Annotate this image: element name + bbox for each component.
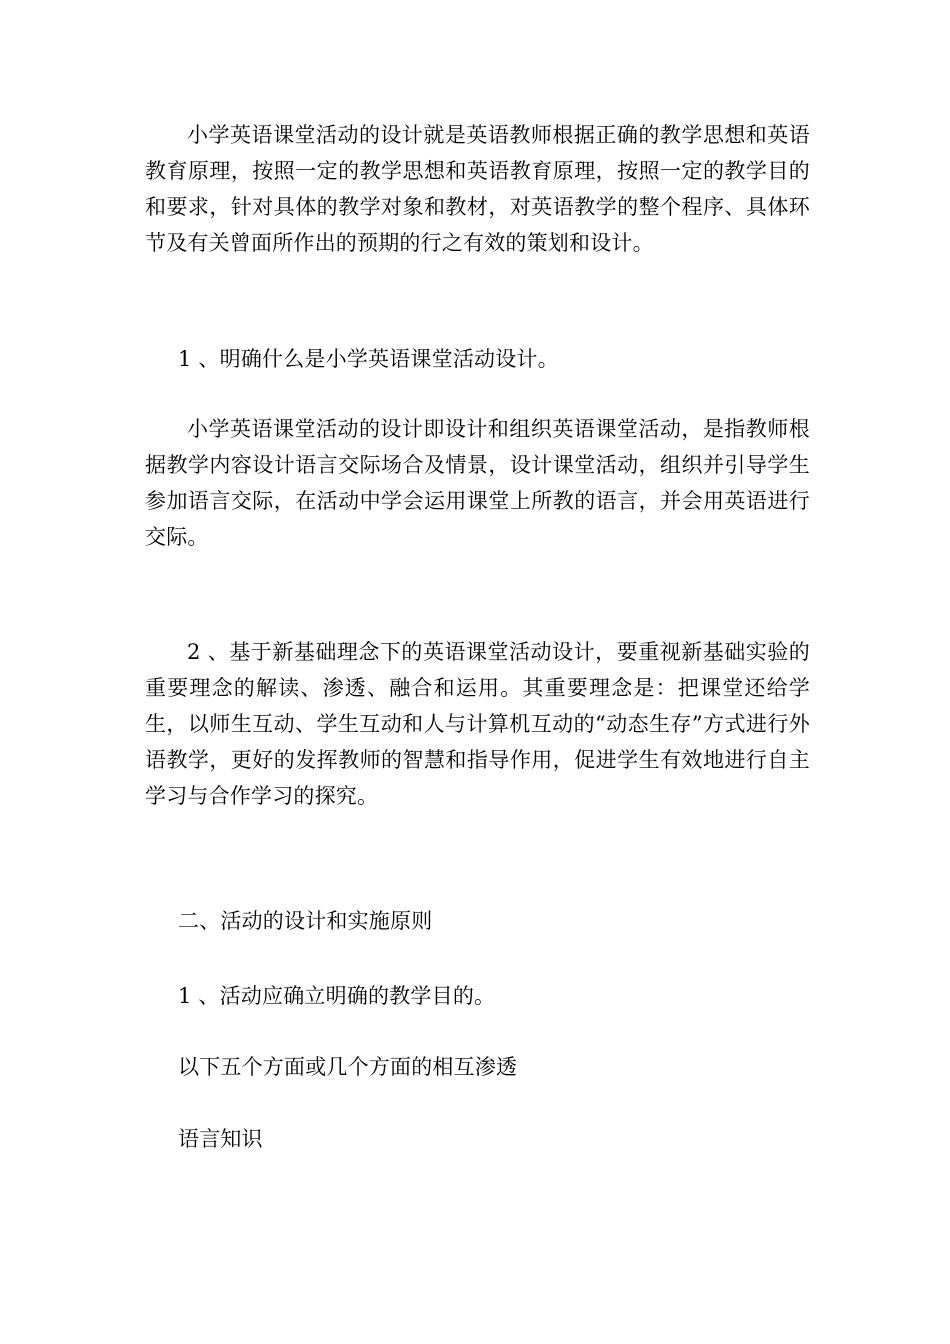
paragraph-design-explanation: 小学英语课堂活动的设计即设计和组织英语课堂活动，是指教师根据教学内容设计语言交际场合及情景，设计课堂活动，组织并引导学生参加语言交际，在活动中学会运用课堂上所教的语言，并会用英语进行交际。 (145, 417, 810, 549)
heading-item-1-teaching-goal: 1 、活动应确立明确的教学目的。 (178, 984, 496, 1008)
list-item-language-knowledge: 语言知识 (178, 1127, 263, 1151)
paragraph-new-basic-concept: 2 、基于新基础理念下的英语课堂活动设计，要重视新基础实验的重要理念的解读、渗透、融合和运用。其重要理念是：把课堂还给学生，以师生互动、学生互动和人与计算机互动的“动态生存”方式进行外语教学，更好的发挥教师的智慧和指导作用，促进学生有效地进行自主学习与合作学习的探究。 (145, 640, 810, 808)
paragraph-definition: 小学英语课堂活动的设计就是英语教师根据正确的教学思想和英语教育原理，按照一定的教学思想和英语教育原理，按照一定的教学目的和要求，针对具体的教学对象和教材，对英语教学的整个程序、具体环节及有关曾面所作出的预期的行之有效的策划和设计。 (145, 123, 810, 255)
heading-item-1-what-is-design: 1 、明确什么是小学英语课堂活动设计。 (178, 347, 559, 371)
paragraph-five-aspects: 以下五个方面或几个方面的相互渗透 (178, 1055, 518, 1079)
section-heading-principles: 二、活动的设计和实施原则 (178, 909, 433, 933)
